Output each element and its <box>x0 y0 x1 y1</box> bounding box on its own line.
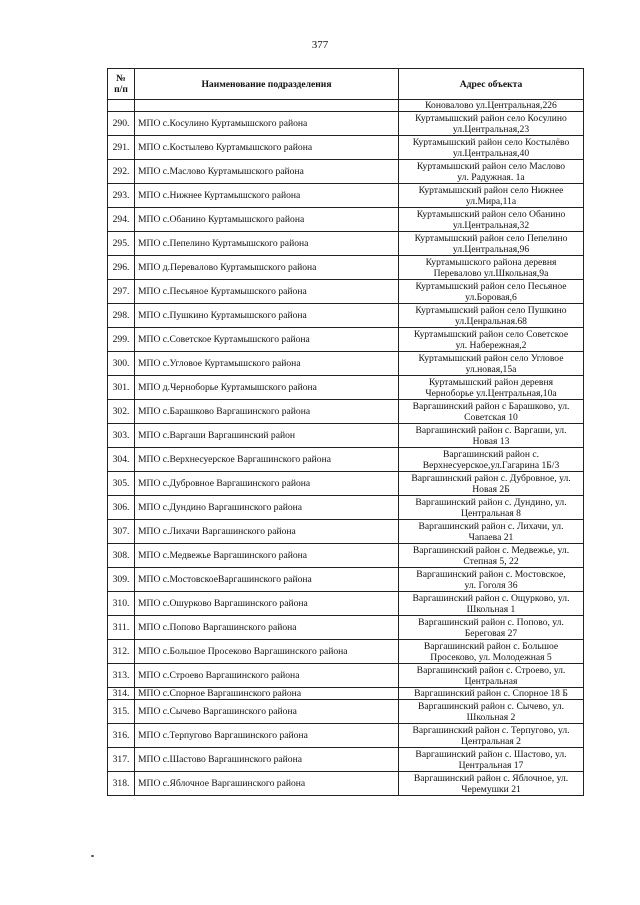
address-line: Куртамышский район село Песьяное <box>415 280 567 292</box>
row-number: 302. <box>108 400 135 424</box>
registry-table <box>107 68 584 796</box>
row-name <box>135 100 399 112</box>
address-line: Варгашинский район с Барашково, ул. <box>412 400 570 412</box>
table-row <box>108 748 584 772</box>
row-address <box>399 280 584 304</box>
row-address <box>399 328 584 352</box>
row-number: 297. <box>108 280 135 304</box>
address-line: Варгашинский район с. <box>442 448 540 460</box>
table-row <box>108 520 584 544</box>
row-number: 303. <box>108 424 135 448</box>
stray-mark <box>91 855 94 857</box>
row-number: 295. <box>108 232 135 256</box>
row-number: 315. <box>108 700 135 724</box>
row-number: 305. <box>108 472 135 496</box>
address-line: Варгашинский район с. Попово, ул. <box>418 616 564 628</box>
row-address <box>399 664 584 688</box>
row-name: МПО с.Пушкино Куртамышского района <box>135 304 399 328</box>
table-row <box>108 772 584 796</box>
address-line: ул.Центральная,96 <box>452 243 530 255</box>
row-name: МПО с.Советское Куртамышского района <box>135 328 399 352</box>
row-name: МПО с.Яблочное Варгашинского района <box>135 772 399 796</box>
table-row <box>108 688 584 700</box>
row-address <box>399 544 584 568</box>
address-line: Варгашинский район с. Спорное 18 Б <box>414 688 568 699</box>
row-address <box>399 772 584 796</box>
row-name: МПО с.Большое Просеково Варгашинского района <box>135 640 399 664</box>
row-number: 318. <box>108 772 135 796</box>
row-address <box>399 568 584 592</box>
address-line: Куртамышский район село Обанино <box>416 208 566 220</box>
row-address <box>399 748 584 772</box>
row-address <box>399 724 584 748</box>
row-number: 292. <box>108 160 135 184</box>
row-address <box>399 592 584 616</box>
row-address <box>399 700 584 724</box>
address-line: Школьная 1 <box>466 603 516 615</box>
row-number: 309. <box>108 568 135 592</box>
row-number: 310. <box>108 592 135 616</box>
address-line: Куртамышский район село Маслово <box>416 160 566 172</box>
row-name: МПО с.Маслово Куртамышского района <box>135 160 399 184</box>
address-line: Центральная 17 <box>458 759 524 771</box>
row-address <box>399 208 584 232</box>
address-line: Центральная <box>464 675 518 687</box>
address-line: ул.новая,15а <box>465 363 517 375</box>
row-name: МПО с.Обанино Куртамышского района <box>135 208 399 232</box>
row-number: 290. <box>108 112 135 136</box>
row-number: 294. <box>108 208 135 232</box>
header-number: № п/п <box>108 69 135 100</box>
address-line: ул. Радужная. 1а <box>457 171 525 183</box>
table-body <box>108 100 584 796</box>
row-address <box>399 520 584 544</box>
row-address <box>399 136 584 160</box>
table-row <box>108 376 584 400</box>
table-row <box>108 724 584 748</box>
row-name: МПО с.Медвежье Варгашинского района <box>135 544 399 568</box>
table-row <box>108 184 584 208</box>
row-address <box>399 400 584 424</box>
address-line: Куртамышский район село Пепелино <box>414 232 568 244</box>
row-number: 313. <box>108 664 135 688</box>
address-line: Варгашинский район с. Дубровное, ул. <box>411 472 571 484</box>
row-address <box>399 424 584 448</box>
address-line: Советская 10 <box>464 411 518 423</box>
row-address <box>399 160 584 184</box>
row-number: 298. <box>108 304 135 328</box>
table-row <box>108 616 584 640</box>
row-name: МПО д.Черноборье Куртамышского района <box>135 376 399 400</box>
row-number: 301. <box>108 376 135 400</box>
table-row <box>108 700 584 724</box>
row-number: 316. <box>108 724 135 748</box>
row-name: МПО с.Терпугово Варгашинского района <box>135 724 399 748</box>
row-name: МПО д.Перевалово Куртамышского района <box>135 256 399 280</box>
table-row <box>108 664 584 688</box>
address-line: Перевалово ул.Школьная,9а <box>433 267 549 279</box>
row-address <box>399 304 584 328</box>
row-name: МПО с.Песьяное Куртамышского района <box>135 280 399 304</box>
address-line: Центральная 2 <box>461 735 521 747</box>
row-address <box>399 496 584 520</box>
address-line: ул.Центральная,40 <box>452 147 530 159</box>
address-line: Варгашинский район с. Большое <box>423 640 559 652</box>
table-row <box>108 232 584 256</box>
address-line: Куртамышского района деревня <box>425 256 557 268</box>
header-subdivision-name: Наименование подразделения <box>135 69 399 100</box>
row-name: МПО с.Барашково Варгашинского района <box>135 400 399 424</box>
table-row <box>108 328 584 352</box>
row-name: МПО с.Дубровное Варгашинского района <box>135 472 399 496</box>
continuation-row <box>108 100 584 112</box>
row-name: МПО с.Спорное Варгашинского района <box>135 688 399 700</box>
address-line: Варгашинский район с. Яблочное, ул. <box>413 772 569 784</box>
row-number: 317. <box>108 748 135 772</box>
row-number: 306. <box>108 496 135 520</box>
row-name: МПО с.Попово Варгашинского района <box>135 616 399 640</box>
address-line: Коновалово ул.Центральная,226 <box>425 100 557 111</box>
address-line: ул. Набережная,2 <box>455 339 527 351</box>
row-address <box>399 232 584 256</box>
row-number: 304. <box>108 448 135 472</box>
row-address <box>399 256 584 280</box>
address-line: Варгашинский район с. Шастово, ул. <box>415 748 567 760</box>
address-line: Черноборье ул.Центральная,10а <box>425 387 557 399</box>
table-row <box>108 160 584 184</box>
row-name: МПО с.Верхнесуерское Варгашинского района <box>135 448 399 472</box>
address-line: ул.Центральная,32 <box>452 219 530 231</box>
address-line: Куртамышский район село Угловое <box>418 352 564 364</box>
address-line: Черемушки 21 <box>461 783 521 795</box>
row-name: МПО с.Пепелино Куртамышского района <box>135 232 399 256</box>
table-row <box>108 496 584 520</box>
row-number <box>108 100 135 112</box>
address-line: Центральная 8 <box>461 507 521 519</box>
address-line: Новая 13 <box>472 435 510 447</box>
row-address <box>399 688 584 700</box>
row-number: 293. <box>108 184 135 208</box>
address-line: Куртамышский район село Костылёво <box>412 136 570 148</box>
table-row <box>108 280 584 304</box>
address-line: Варгашинский район с. Дундино, ул. <box>415 496 567 508</box>
row-name: МПО с.Шастово Варгашинского района <box>135 748 399 772</box>
address-line: Просеково, ул. Молодежная 5 <box>430 651 552 663</box>
row-address <box>399 184 584 208</box>
row-number: 311. <box>108 616 135 640</box>
row-name: МПО с.Дундино Варгашинского района <box>135 496 399 520</box>
row-address <box>399 112 584 136</box>
address-line: Куртамышский район село Советское <box>413 328 569 340</box>
address-line: Школьная 2 <box>466 711 516 723</box>
table-row <box>108 568 584 592</box>
table-header-row <box>108 69 584 100</box>
table-row <box>108 472 584 496</box>
table-row <box>108 424 584 448</box>
row-name: МПО с.Ошурково Варгашинского района <box>135 592 399 616</box>
address-line: Куртамышский район село Нижнее <box>418 184 564 196</box>
row-number: 307. <box>108 520 135 544</box>
row-address <box>399 472 584 496</box>
address-line: Береговая 27 <box>464 627 518 639</box>
address-line: ул.Боровая,6 <box>465 291 517 303</box>
table-row <box>108 640 584 664</box>
address-line: Куртамышский район село Косулино <box>415 112 567 124</box>
address-line: Варгашинский район с. Медвежье, ул. <box>412 544 570 556</box>
row-name: МПО с.Косулино Куртамышского района <box>135 112 399 136</box>
row-name: МПО с.Угловое Куртамышского района <box>135 352 399 376</box>
row-name: МПО с.МостовскоеВаргашинского района <box>135 568 399 592</box>
row-name: МПО с.Строево Варгашинского района <box>135 664 399 688</box>
row-name: МПО с.Нижнее Куртамышского района <box>135 184 399 208</box>
address-line: Верхнесуерское,ул.Гагарина 1Б/3 <box>422 459 560 471</box>
row-number: 308. <box>108 544 135 568</box>
row-name: МПО с.Костылево Куртамышского района <box>135 136 399 160</box>
address-line: Варгашинский район с. Лихачи, ул. <box>418 520 564 532</box>
table-row <box>108 256 584 280</box>
row-name: МПО с.Лихачи Варгашинского района <box>135 520 399 544</box>
address-line: Чапаева 21 <box>468 531 514 543</box>
address-line: ул.Центральная,23 <box>452 123 530 135</box>
row-address <box>399 616 584 640</box>
address-line: Куртамышский район село Пушкино <box>415 304 567 316</box>
address-line: Степная 5, 22 <box>463 555 519 567</box>
address-line: ул.Мира,11а <box>465 195 517 207</box>
row-number: 314. <box>108 688 135 700</box>
address-line: Варгашинский район с. Строево, ул. <box>416 664 566 676</box>
row-address <box>399 640 584 664</box>
row-address <box>399 352 584 376</box>
page-number: 377 <box>311 39 329 51</box>
row-address <box>399 376 584 400</box>
table-row <box>108 136 584 160</box>
row-name: МПО с.Сычево Варгашинского района <box>135 700 399 724</box>
address-line: Новая 2Б <box>472 483 510 495</box>
address-line: Куртамышский район деревня <box>429 376 553 388</box>
address-line: Варгашинский район с. Варгаши, ул. <box>415 424 567 436</box>
row-name: МПО с.Варгаши Варгашинский район <box>135 424 399 448</box>
table-row <box>108 592 584 616</box>
row-number: 299. <box>108 328 135 352</box>
row-number: 312. <box>108 640 135 664</box>
row-address <box>399 100 584 112</box>
table-row <box>108 544 584 568</box>
address-line: Варгашинский район с. Мостовское, <box>416 568 566 580</box>
header-object-address: Адрес объекта <box>399 69 584 100</box>
address-line: ул. Гоголя 36 <box>464 579 518 591</box>
address-line: ул.Ценральная.68 <box>455 315 527 327</box>
table-row <box>108 112 584 136</box>
address-line: Варгашинский район с. Ощурково, ул. <box>412 592 570 604</box>
table-row <box>108 304 584 328</box>
table-row <box>108 352 584 376</box>
row-address <box>399 448 584 472</box>
table-row <box>108 448 584 472</box>
table-row <box>108 400 584 424</box>
row-number: 300. <box>108 352 135 376</box>
row-number: 296. <box>108 256 135 280</box>
row-number: 291. <box>108 136 135 160</box>
address-line: Варгашинский район с. Терпугово, ул. <box>412 724 570 736</box>
address-line: Варгашинский район с. Сычево, ул. <box>417 700 564 712</box>
table-row <box>108 208 584 232</box>
